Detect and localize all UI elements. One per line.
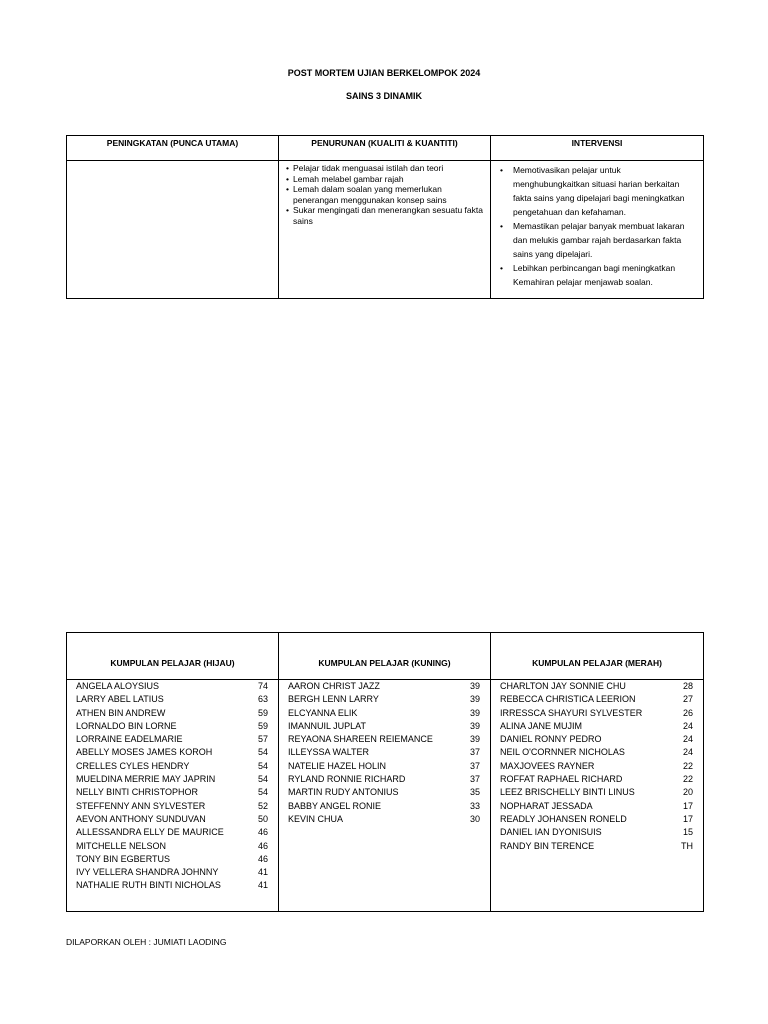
- student-score: 46: [257, 840, 268, 851]
- student-name: RANDY BIN TERENCE: [500, 840, 595, 851]
- student-score: 24: [682, 747, 693, 758]
- student-row: [67, 680, 278, 693]
- student-name: DANIEL RONNY PEDRO: [500, 734, 602, 745]
- intervensi-item: • Lebihkan perbincangan bagi meningkatkan Kemahiran pelajar menjawab soalan.: [513, 261, 699, 289]
- student-row: [491, 786, 703, 799]
- student-row: [491, 693, 703, 706]
- group-merah-cell: [491, 680, 704, 912]
- student-row: [491, 720, 703, 733]
- intervensi-item: • Memotivasikan pelajar untuk menghubungkaitkan situasi harian berkaitan fakta sains yang dipelajari bagi meningkatkan pengetahuan dan kefahaman.: [513, 163, 699, 219]
- student-name: IMANNUIL JUPLAT: [288, 720, 367, 731]
- student-row: [67, 853, 278, 866]
- student-score: 35: [469, 787, 480, 798]
- student-name: MITCHELLE NELSON: [76, 840, 167, 851]
- student-row: [67, 879, 278, 892]
- student-row: [67, 773, 278, 786]
- intervensi-cell: [491, 161, 704, 299]
- group-hijau-title: KUMPULAN PELAJAR (HIJAU): [67, 633, 279, 680]
- student-score: 39: [469, 707, 480, 718]
- penurunan-cell: [279, 161, 491, 299]
- student-name: RYLAND RONNIE RICHARD: [288, 774, 406, 785]
- student-name: ANGELA ALOYSIUS: [76, 681, 160, 691]
- student-score: 57: [257, 734, 268, 745]
- student-row: [67, 733, 278, 746]
- student-score: 33: [469, 800, 480, 811]
- student-name: MAXJOVEES RAYNER: [500, 760, 595, 771]
- student-score: 63: [257, 694, 268, 705]
- penurunan-item: • Lemah dalam soalan yang memerlukan penerangan menggunakan konsep sains: [293, 184, 484, 205]
- student-name: LORRAINE EADELMARIE: [76, 734, 183, 745]
- student-score: 37: [469, 774, 480, 785]
- header-intervensi: INTERVENSI: [491, 136, 704, 161]
- student-name: NATHALIE RUTH BINTI NICHOLAS: [76, 880, 221, 891]
- student-score: 17: [682, 800, 693, 811]
- student-name: ATHEN BIN ANDREW: [76, 707, 166, 718]
- student-score: 52: [257, 800, 268, 811]
- student-score: 26: [682, 707, 693, 718]
- student-name: DANIEL IAN DYONISUIS: [500, 827, 602, 838]
- student-row: [67, 693, 278, 706]
- student-name: MUELDINA MERRIE MAY JAPRIN: [76, 774, 216, 785]
- student-score: 54: [257, 787, 268, 798]
- student-name: NATELIE HAZEL HOLIN: [288, 760, 387, 771]
- student-name: LARRY ABEL LATIUS: [76, 694, 164, 705]
- penurunan-item: • Sukar mengingati dan menerangkan sesuatu fakta sains: [293, 205, 484, 226]
- student-row: [491, 800, 703, 813]
- student-row: [67, 746, 278, 759]
- student-row: [279, 707, 490, 720]
- student-score: 28: [682, 681, 693, 691]
- student-score: 37: [469, 747, 480, 758]
- student-name: KEVIN CHUA: [288, 813, 344, 824]
- student-score: 37: [469, 760, 480, 771]
- student-row: [491, 773, 703, 786]
- student-name: NOPHARAT JESSADA: [500, 800, 593, 811]
- group-hijau-cell: [67, 680, 279, 912]
- student-name: AEVON ANTHONY SUNDUVAN: [76, 813, 206, 824]
- student-score: 15: [682, 827, 693, 838]
- student-score: 22: [682, 760, 693, 771]
- student-score: 41: [257, 867, 268, 878]
- student-score: 59: [257, 707, 268, 718]
- student-score: 50: [257, 813, 268, 824]
- student-row: [279, 693, 490, 706]
- student-row: [67, 720, 278, 733]
- student-name: ABELLY MOSES JAMES KOROH: [76, 747, 213, 758]
- student-row: [491, 680, 703, 693]
- student-score: 54: [257, 747, 268, 758]
- student-score: 39: [469, 720, 480, 731]
- group-merah-list: [491, 680, 703, 853]
- student-score: TH: [681, 840, 693, 851]
- student-name: LEEZ BRISCHELLY BINTI LINUS: [500, 787, 635, 798]
- reported-by: DILAPORKAN OLEH : JUMIATI LAODING: [66, 937, 227, 947]
- document-subtitle: SAINS 3 DINAMIK: [345, 91, 422, 101]
- header-penurunan: PENURUNAN (KUALITI & KUANTITI): [279, 136, 491, 161]
- student-name: CHARLTON JAY SONNIE CHU: [500, 681, 626, 691]
- penurunan-list: [279, 163, 490, 226]
- group-kuning-cell: [279, 680, 491, 912]
- student-row: [67, 866, 278, 879]
- student-row: [491, 826, 703, 839]
- student-row: [67, 800, 278, 813]
- student-score: 46: [257, 853, 268, 864]
- student-row: [491, 746, 703, 759]
- document-title: POST MORTEM UJIAN BERKELOMPOK 2024: [287, 68, 481, 78]
- student-score: 24: [682, 720, 693, 731]
- student-row: [279, 746, 490, 759]
- student-row: [279, 680, 490, 693]
- student-score: 30: [469, 813, 480, 824]
- student-name: STEFFENNY ANN SYLVESTER: [76, 800, 206, 811]
- student-name: ALLESSANDRA ELLY DE MAURICE: [76, 827, 224, 838]
- student-score: 24: [682, 734, 693, 745]
- student-name: ROFFAT RAPHAEL RICHARD: [500, 774, 623, 785]
- student-score: 39: [469, 734, 480, 745]
- student-row: [67, 760, 278, 773]
- student-row: [491, 707, 703, 720]
- student-row: [67, 707, 278, 720]
- group-merah-title: KUMPULAN PELAJAR (MERAH): [491, 633, 704, 680]
- student-score: 46: [257, 827, 268, 838]
- student-row: [279, 800, 490, 813]
- student-score: 41: [257, 880, 268, 891]
- student-row: [279, 786, 490, 799]
- student-row: [491, 840, 703, 853]
- student-score: 22: [682, 774, 693, 785]
- student-name: AARON CHRIST JAZZ: [288, 681, 380, 691]
- group-kuning-title: KUMPULAN PELAJAR (KUNING): [279, 633, 491, 680]
- analysis-table: [66, 135, 704, 299]
- student-name: REBECCA CHRISTICA LEERION: [500, 694, 636, 705]
- student-name: ELCYANNA ELIK: [288, 707, 358, 718]
- student-score: 54: [257, 774, 268, 785]
- intervensi-list: [491, 163, 703, 289]
- student-name: READLY JOHANSEN RONELD: [500, 813, 627, 824]
- student-name: IVY VELLERA SHANDRA JOHNNY: [76, 867, 219, 878]
- student-row: [279, 720, 490, 733]
- intervensi-item: • Memastikan pelajar banyak membuat lakaran dan melukis gambar rajah berdasarkan fakta sains yang dipelajari.: [513, 219, 699, 261]
- student-name: TONY BIN EGBERTUS: [76, 853, 171, 864]
- student-score: 39: [469, 681, 480, 691]
- peningkatan-cell: [67, 161, 279, 299]
- header-peningkatan: PENINGKATAN (PUNCA UTAMA): [67, 136, 279, 161]
- student-row: [67, 813, 278, 826]
- student-row: [491, 760, 703, 773]
- student-row: [67, 786, 278, 799]
- student-name: BERGH LENN LARRY: [288, 694, 379, 705]
- student-score: 59: [257, 720, 268, 731]
- student-score: 74: [257, 681, 268, 691]
- student-score: 54: [257, 760, 268, 771]
- penurunan-item: • Lemah melabel gambar rajah: [293, 174, 484, 185]
- student-name: CRELLES CYLES HENDRY: [76, 760, 190, 771]
- student-name: NEIL O'CORNNER NICHOLAS: [500, 747, 625, 758]
- student-row: [491, 733, 703, 746]
- student-score: 17: [682, 813, 693, 824]
- groups-table: [66, 632, 704, 912]
- student-name: REYAONA SHAREEN REIEMANCE: [288, 734, 433, 745]
- student-name: LORNALDO BIN LORNE: [76, 720, 177, 731]
- student-score: 20: [682, 787, 693, 798]
- student-row: [279, 733, 490, 746]
- student-name: BABBY ANGEL RONIE: [288, 800, 382, 811]
- student-name: IRRESSCA SHAYURI SYLVESTER: [500, 707, 643, 718]
- student-row: [279, 773, 490, 786]
- group-hijau-list: [67, 680, 278, 893]
- student-name: NELLY BINTI CHRISTOPHOR: [76, 787, 199, 798]
- student-row: [67, 826, 278, 839]
- group-kuning-list: [279, 680, 490, 826]
- student-row: [67, 840, 278, 853]
- student-name: ILLEYSSA WALTER: [288, 747, 370, 758]
- student-name: MARTIN RUDY ANTONIUS: [288, 787, 399, 798]
- student-row: [279, 813, 490, 826]
- student-score: 27: [682, 694, 693, 705]
- student-name: ALINA JANE MUJIM: [500, 720, 583, 731]
- student-score: 39: [469, 694, 480, 705]
- student-row: [491, 813, 703, 826]
- student-row: [279, 760, 490, 773]
- penurunan-item: • Pelajar tidak menguasai istilah dan teori: [293, 163, 484, 174]
